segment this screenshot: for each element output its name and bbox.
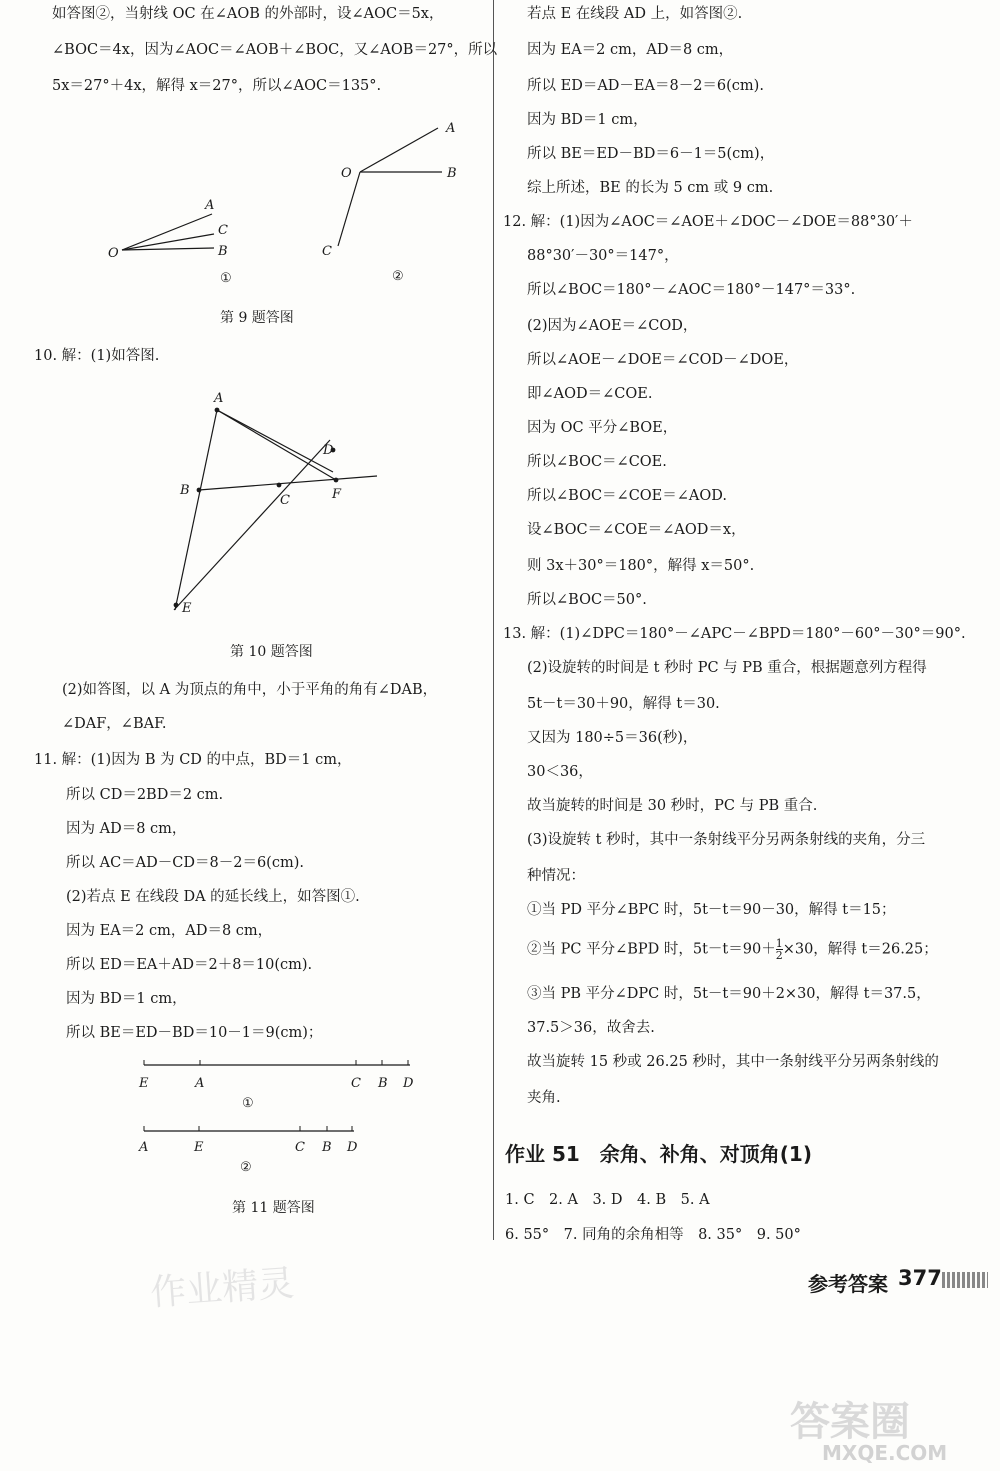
- q13-line: 故当旋转 15 秒或 26.25 秒时，其中一条射线平分另两条射线的: [527, 1054, 939, 1070]
- q13-line: ①当 PD 平分∠BPC 时，5t－t＝90－30，解得 t＝15；: [527, 902, 896, 918]
- fraction: [776, 938, 783, 961]
- fraction-denominator: 2: [775, 949, 783, 962]
- q11-line: 所以 ED＝EA＋AD＝2＋8＝10(cm).: [66, 957, 313, 973]
- q13-line: (2)设旋转的时间是 t 秒时 PC 与 PB 重合，根据题意列方程得: [527, 660, 927, 676]
- fig11-label: B: [322, 1140, 332, 1155]
- fig11-label: B: [378, 1076, 388, 1091]
- fig10-label: F: [332, 487, 342, 502]
- q11-cont-line: 因为 BD＝1 cm，: [527, 112, 648, 128]
- q13-line: 又因为 180÷5＝36(秒)，: [527, 730, 698, 746]
- fig10-label: C: [280, 493, 290, 508]
- fig9-label: B: [218, 244, 228, 259]
- column-divider: [493, 0, 494, 1240]
- fig10-label: E: [182, 601, 192, 616]
- q13-case2-before: ②当 PC 平分∠BPD 时，5t－t＝90＋: [527, 941, 776, 958]
- fig9-label: ②: [392, 269, 404, 284]
- q12-line: 因为 OC 平分∠BOE，: [527, 420, 678, 436]
- stamp-watermark: 作业精灵: [148, 1263, 296, 1314]
- q12-line: 12. 解：(1)因为∠AOC＝∠AOE＋∠DOC－∠DOE＝88°30′＋: [503, 214, 913, 230]
- fig11-label: ①: [242, 1096, 254, 1111]
- hw-answers-line: 6. 55° 7. 同角的余角相等 8. 35° 9. 50°: [505, 1227, 801, 1243]
- fig11-label: C: [295, 1140, 305, 1155]
- q13-line: 13. 解：(1)∠DPC＝180°－∠APC－∠BPD＝180°－60°－30°＝90°.: [503, 626, 966, 642]
- q12-line: 所以∠BOC＝∠COE＝∠AOD.: [527, 488, 727, 504]
- fig9-diagram-1: [108, 198, 232, 286]
- fig9-label: O: [108, 246, 119, 261]
- q13-case2-after: ×30，解得 t＝26.25；: [782, 941, 938, 958]
- q10-heading: 10. 解：(1)如答图.: [34, 348, 160, 364]
- q11-cont-line: 因为 EA＝2 cm，AD＝8 cm，: [527, 42, 734, 58]
- q13-line: 37.5＞36，故舍去.: [527, 1020, 655, 1036]
- figure-10: [152, 380, 392, 620]
- q13-line: 30＜36，: [527, 764, 593, 780]
- q11-cont-line: 所以 ED＝AD－EA＝8－2＝6(cm).: [527, 78, 764, 94]
- footer-label: 参考答案: [808, 1272, 888, 1296]
- q11-line: 因为 BD＝1 cm，: [66, 991, 187, 1007]
- fig11-label: ②: [240, 1160, 252, 1175]
- fig9-label: B: [447, 166, 457, 181]
- q13-line: 夹角.: [527, 1090, 561, 1106]
- fig10-caption: 第 10 题答图: [230, 644, 313, 660]
- fig11-line-1: [138, 1060, 414, 1111]
- fig9-label: C: [322, 244, 332, 259]
- q13-line: 5t－t＝30＋90，解得 t＝30.: [527, 696, 720, 712]
- fig9-label: C: [218, 223, 228, 238]
- fig9-label: A: [446, 121, 456, 136]
- q11-line: 所以 CD＝2BD＝2 cm.: [66, 787, 224, 803]
- fig9-label: O: [341, 166, 352, 181]
- q11-line: 所以 AC＝AD－CD＝8－2＝6(cm).: [66, 855, 304, 871]
- footer-decoration: [942, 1272, 988, 1288]
- site-watermark-url: MXQE.COM: [822, 1441, 948, 1465]
- fig11-label: A: [139, 1140, 149, 1155]
- q12-line: 即∠AOD＝∠COE.: [527, 386, 653, 402]
- page-number: 377: [898, 1266, 942, 1290]
- q13-line: ③当 PB 平分∠DPC 时，5t－t＝90＋2×30，解得 t＝37.5，: [527, 986, 931, 1002]
- fig10-label: D: [323, 443, 334, 458]
- q12-line: 88°30′－30°＝147°，: [527, 248, 679, 264]
- fig11-caption: 第 11 题答图: [232, 1200, 315, 1216]
- site-watermark: 答案圈: [790, 1399, 910, 1445]
- q12-line: (2)因为∠AOE＝∠COD，: [527, 318, 698, 334]
- q13-line: 种情况：: [527, 868, 585, 884]
- q12-line: 设∠BOC＝∠COE＝∠AOD＝x，: [527, 522, 746, 538]
- q9-line: ∠BOC＝4x，因为∠AOC＝∠AOB＋∠BOC，又∠AOB＝27°，所以: [52, 42, 498, 58]
- fig9-caption: 第 9 题答图: [220, 310, 294, 326]
- q12-line: 则 3x＋30°＝180°，解得 x＝50°.: [527, 558, 755, 574]
- q12-line: 所以∠BOC＝50°.: [527, 592, 647, 608]
- q11-line: 11. 解：(1)因为 B 为 CD 的中点，BD＝1 cm，: [34, 752, 352, 768]
- figure-11: [132, 1055, 432, 1185]
- q11-line: 因为 AD＝8 cm，: [66, 821, 187, 837]
- fig11-label: D: [403, 1076, 414, 1091]
- q11-cont-line: 所以 BE＝ED－BD＝6－1＝5(cm)，: [527, 146, 775, 162]
- q11-line: (2)若点 E 在线段 DA 的延长线上，如答图①.: [66, 889, 360, 905]
- homework-title: 作业 51 余角、补角、对顶角(1): [505, 1142, 812, 1166]
- fig11-label: C: [351, 1076, 361, 1091]
- q12-line: 所以∠BOC＝180°－∠AOC＝180°－147°＝33°.: [527, 282, 856, 298]
- q12-line: 所以∠AOE－∠DOE＝∠COD－∠DOE，: [527, 352, 799, 368]
- fig10-diagram: [174, 391, 377, 616]
- q13-line: 故当旋转的时间是 30 秒时，PC 与 PB 重合.: [527, 798, 818, 814]
- q10-line: ∠DAF，∠BAF.: [62, 716, 167, 732]
- figure-9: [102, 110, 462, 310]
- q12-line: 所以∠BOC＝∠COE.: [527, 454, 667, 470]
- fig11-label: E: [194, 1140, 204, 1155]
- fig9-label: A: [205, 198, 215, 213]
- fig11-label: E: [139, 1076, 149, 1091]
- q11-cont-line: 若点 E 在线段 AD 上，如答图②.: [527, 6, 743, 22]
- q11-line: 所以 BE＝ED－BD＝10－1＝9(cm)；: [66, 1025, 323, 1041]
- q13-case2: [527, 938, 938, 961]
- fig9-label: ①: [220, 271, 232, 286]
- fig11-label: D: [347, 1140, 358, 1155]
- q11-line: 因为 EA＝2 cm，AD＝8 cm，: [66, 923, 273, 939]
- q13-line: (3)设旋转 t 秒时，其中一条射线平分另两条射线的夹角，分三: [527, 832, 926, 848]
- q9-line: 5x＝27°＋4x，解得 x＝27°，所以∠AOC＝135°.: [52, 78, 382, 94]
- q9-line: 如答图②，当射线 OC 在∠AOB 的外部时，设∠AOC＝5x，: [52, 6, 444, 22]
- fig11-line-2: [138, 1126, 358, 1175]
- fig10-label: A: [214, 391, 224, 406]
- fig11-label: A: [195, 1076, 205, 1091]
- q11-cont-line: 综上所述，BE 的长为 5 cm 或 9 cm.: [527, 180, 774, 196]
- fig10-label: B: [180, 483, 190, 498]
- hw-answers-line: 1. C 2. A 3. D 4. B 5. A: [505, 1192, 710, 1208]
- fraction-numerator: 1: [775, 937, 783, 950]
- q10-line: (2)如答图，以 A 为顶点的角中，小于平角的角有∠DAB，: [62, 682, 438, 698]
- fig9-diagram-2: [322, 121, 457, 284]
